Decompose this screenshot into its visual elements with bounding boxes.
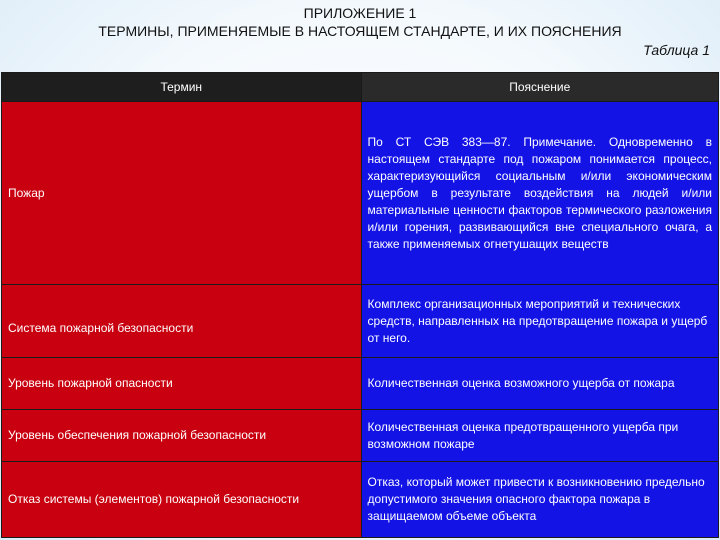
table-row: [2, 410, 719, 462]
table-row: [2, 102, 719, 285]
table-row: [2, 462, 719, 538]
table-row: [2, 358, 719, 410]
explanation-cell: Отказ, который может привести к возникновению предельно допустимого значения опасного фактора пожара в защищаемом объеме объекта: [361, 462, 718, 538]
explanation-cell: Количественная оценка предотвращенного ущерба при возможном пожаре: [361, 410, 718, 462]
explanation-cell: Количественная оценка возможного ущерба от пожара: [361, 358, 718, 410]
explanation-cell: Комплекс организационных мероприятий и технических средств, направленных на предотвращение пожара и ущерб от него.: [361, 285, 718, 358]
term-cell: Уровень пожарной опасности: [2, 358, 362, 410]
table-header-row: [2, 73, 719, 102]
terms-table: [1, 72, 719, 538]
document-heading: [0, 4, 720, 40]
table-label: Таблица 1: [643, 42, 710, 58]
column-header-explanation: Пояснение: [361, 73, 718, 102]
term-cell: Система пожарной безопасности: [2, 285, 362, 358]
term-cell: Пожар: [2, 102, 362, 285]
column-header-term: Термин: [2, 73, 362, 102]
explanation-cell: По СТ СЭВ 383—87. Примечание. Одновременно в настоящем стандарте под пожаром понимается процесс, характеризующийся социальным и/или экономическим ущербом в результате воздействия на людей и/или материальные ценности факторов термического разложения и/или горения, развивающийся вне специального очага, а также применяемых огнетушащих веществ: [361, 102, 718, 285]
term-cell: Отказ системы (элементов) пожарной безопасности: [2, 462, 362, 538]
term-cell: Уровень обеспечения пожарной безопасности: [2, 410, 362, 462]
appendix-title: ПРИЛОЖЕНИЕ 1: [303, 5, 417, 21]
table-row: [2, 285, 719, 358]
appendix-subtitle: ТЕРМИНЫ, ПРИМЕНЯЕМЫЕ В НАСТОЯЩЕМ СТАНДАРТЕ, И ИХ ПОЯСНЕНИЯ: [98, 23, 622, 39]
